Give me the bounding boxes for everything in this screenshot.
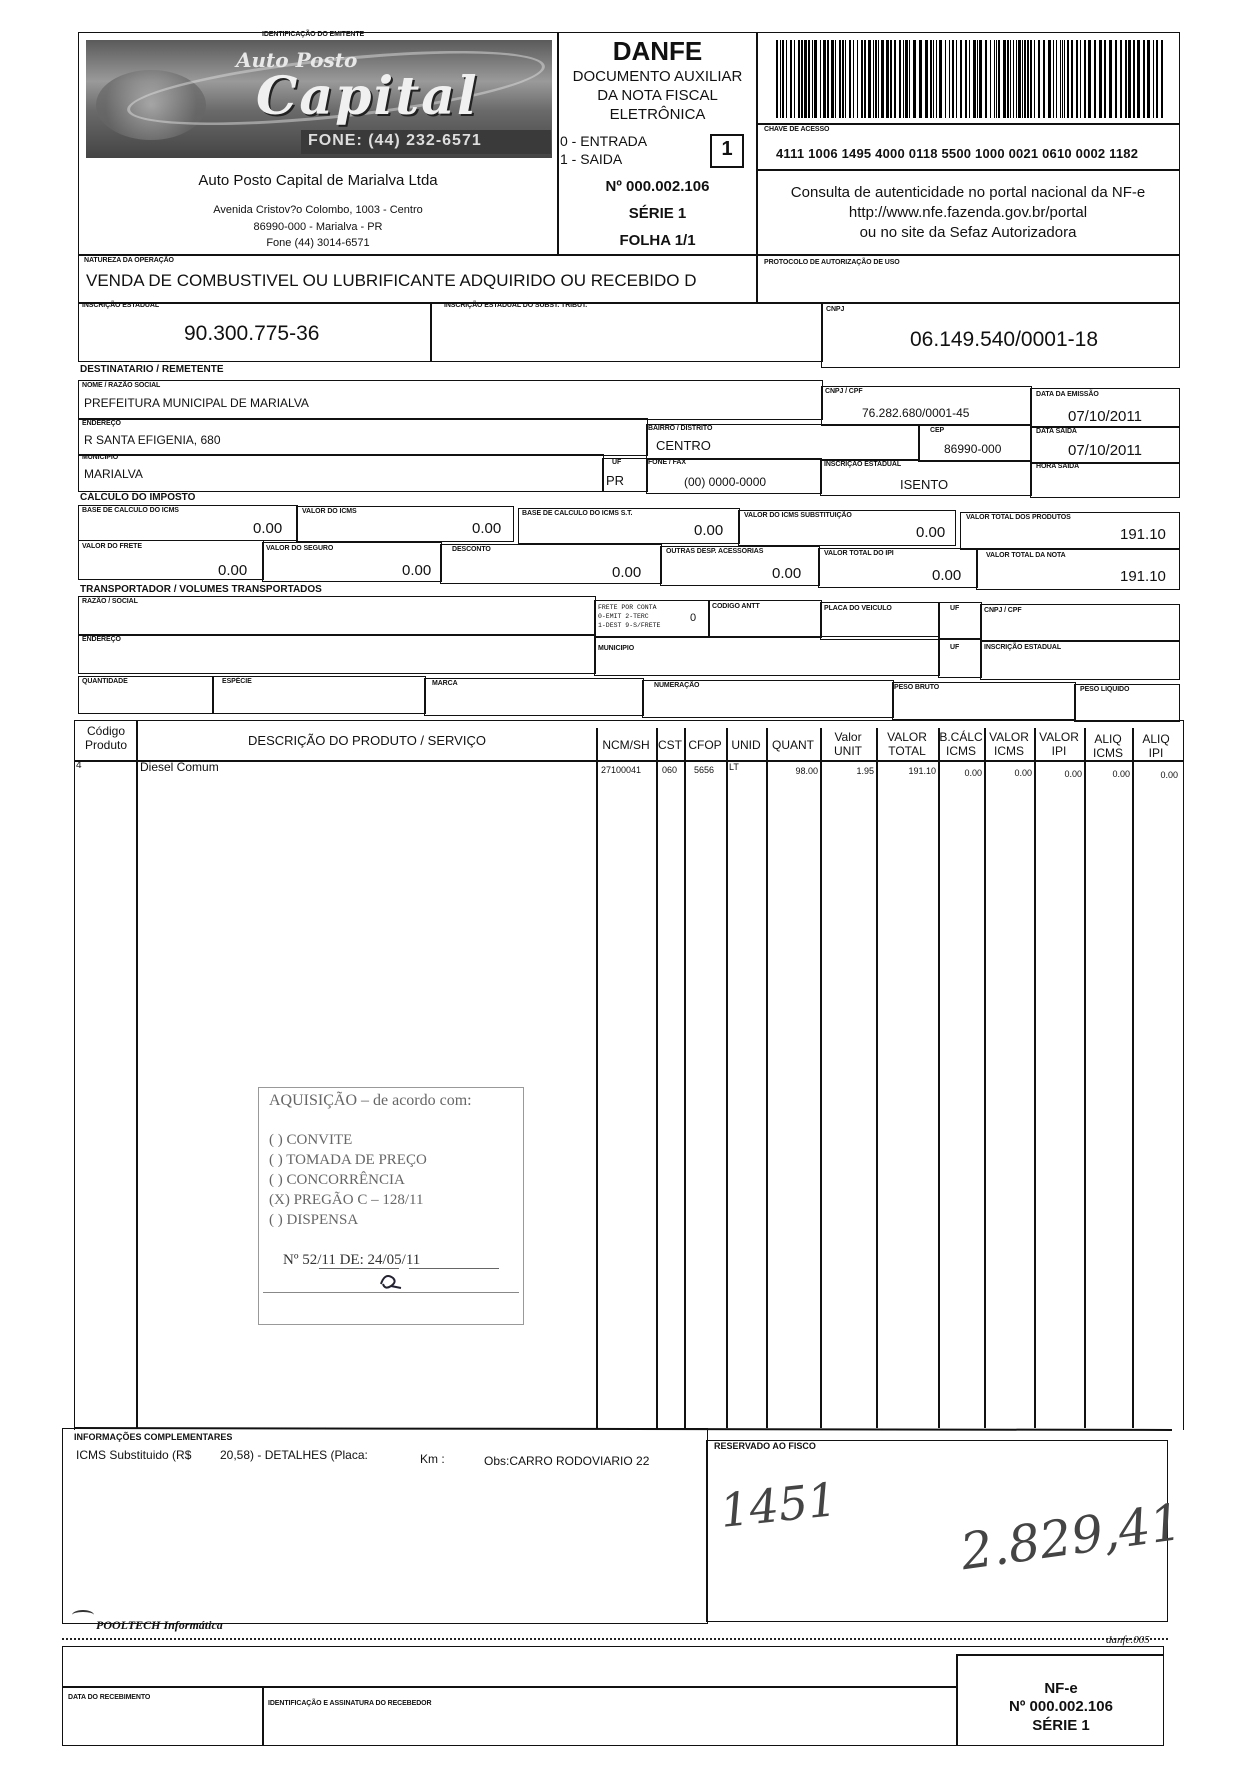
- th-unid: UNID: [731, 738, 761, 752]
- frete-label: VALOR DO FRETE: [82, 543, 142, 550]
- fisco-handwriting-2: 2.829,41: [957, 1492, 1186, 1582]
- dest-fone: (00) 0000-0000: [684, 475, 767, 489]
- td-codigo: 4: [76, 760, 82, 771]
- dest-uf-label: UF: [612, 459, 622, 466]
- th-bcalc-1: B.CÁLC: [939, 730, 983, 744]
- dest-cnpj: 76.282.680/0001-45: [862, 406, 970, 420]
- dest-emissao: 07/10/2011: [1068, 408, 1142, 425]
- v-icms: 0.00: [472, 520, 502, 537]
- dest-ie-label: INSCRIÇÃO ESTADUAL: [824, 461, 902, 468]
- ipi-label: VALOR TOTAL DO IPI: [824, 550, 894, 557]
- th-aicms-1: ALIQ: [1094, 732, 1122, 746]
- transp-municipio-label: MUNICIPIO: [598, 645, 635, 652]
- emitente-address-2: 86990-000 - Marialva - PR: [253, 221, 383, 233]
- v-st-label: VALOR DO ICMS SUBSTITUIÇÃO: [744, 512, 852, 519]
- natureza-label: NATUREZA DA OPERAÇÃO: [84, 257, 174, 264]
- transp-placa-label: PLACA DO VEICULO: [824, 605, 892, 612]
- transp-frete-2: 0-EMIT 2-TERC: [598, 613, 649, 620]
- dest-bairro-label: BAIRRO / DISTRITO: [648, 425, 713, 432]
- transp-marca-label: MARCA: [432, 680, 458, 687]
- fisco-label: RESERVADO AO FISCO: [714, 1441, 816, 1451]
- dest-bairro: CENTRO: [656, 438, 711, 453]
- complementares-text-1: ICMS Substituido (R$: [76, 1448, 192, 1462]
- ie-st-label: INSCRIÇÃO ESTADUAL DO SUBST. TRIBUT.: [444, 302, 588, 309]
- danfe-numero: Nº 000.002.106: [605, 178, 710, 195]
- transportador-section: TRANSPORTADOR / VOLUMES TRANSPORTADOS: [80, 584, 322, 595]
- th-vipi: [1034, 730, 1084, 758]
- td-vunit: 1.95: [856, 766, 874, 776]
- produtos-frame: [74, 720, 1184, 1430]
- outras: 0.00: [772, 565, 802, 582]
- v-prod-label: VALOR TOTAL DOS PRODUTOS: [966, 514, 1071, 521]
- chave-label: CHAVE DE ACESSO: [764, 126, 830, 133]
- td-quant: 98.00: [795, 766, 818, 776]
- logo-phone: FONE: (44) 232-6571: [308, 132, 482, 149]
- td-unid: LT: [729, 762, 739, 772]
- td-ncm: 27100041: [601, 765, 642, 775]
- dest-ie: ISENTO: [900, 477, 949, 492]
- th-cst: CST: [658, 738, 682, 752]
- danfe-tipo: 1: [721, 138, 733, 160]
- td-vicms: 0.00: [1014, 768, 1032, 778]
- th-vipi-1: VALOR: [1039, 730, 1079, 744]
- consulta-line-3: ou no site da Sefaz Autorizadora: [859, 224, 1077, 241]
- dest-nome: PREFEITURA MUNICIPAL DE MARIALVA: [84, 396, 309, 410]
- cnpj-value: 06.149.540/0001-18: [910, 328, 1099, 351]
- seguro-label: VALOR DO SEGURO: [266, 545, 334, 552]
- protocolo-label: PROTOCOLO DE AUTORIZAÇÃO DE USO: [764, 259, 900, 266]
- transp-uf2-label: UF: [950, 644, 960, 651]
- th-aicms-2: ICMS: [1093, 746, 1123, 760]
- bc-st: 0.00: [694, 522, 724, 539]
- canhoto-serie: SÉRIE 1: [1032, 1717, 1090, 1734]
- th-codigo: [76, 724, 136, 752]
- dest-fone-label: FONE / FAX: [648, 459, 686, 466]
- td-aipi: 0.00: [1160, 770, 1178, 780]
- dest-cep-label: CEP: [930, 427, 945, 434]
- th-aipi-1: ALIQ: [1142, 732, 1170, 746]
- transp-uf2-box: [938, 638, 982, 678]
- td-descricao: Diesel Comum: [140, 760, 219, 774]
- th-vtotal-1: VALOR: [887, 730, 927, 744]
- th-vunit: [820, 730, 876, 758]
- transp-frete-legend: [598, 603, 660, 630]
- th-aicms: [1084, 732, 1132, 760]
- outras-label: OUTRAS DESP. ACESSORIAS: [666, 548, 764, 555]
- th-quant: QUANT: [772, 738, 814, 752]
- poolteech-logo-mark: [72, 1610, 94, 1620]
- th-codigo-1: Código: [86, 724, 126, 738]
- dest-municipio: MARIALVA: [84, 467, 143, 481]
- transp-ie-label: INSCRIÇÃO ESTADUAL: [984, 644, 1062, 651]
- th-vipi-2: IPI: [1051, 744, 1067, 758]
- transp-frete-val: 0: [690, 612, 697, 624]
- th-vtotal-2: TOTAL: [888, 744, 926, 758]
- stamp-items: [269, 1130, 427, 1230]
- consulta-line-1: Consulta de autenticidade no portal nacional da NF-e: [790, 184, 1146, 201]
- danfe-title: DANFE: [612, 36, 703, 66]
- fisco-handwriting-1: 1451: [717, 1472, 840, 1538]
- transp-numeracao-label: NUMERAÇÃO: [654, 682, 700, 689]
- complementares-text-3: Km :: [420, 1452, 445, 1466]
- bc-icms-label: BASE DE CALCULO DO ICMS: [82, 507, 179, 514]
- company-logo: [86, 40, 552, 158]
- logo-subtitle: Auto Posto: [236, 48, 358, 72]
- th-bcalc-2: ICMS: [946, 744, 976, 758]
- th-vunit-2: UNIT: [834, 744, 862, 758]
- complementares-label: INFORMAÇÕES COMPLEMENTARES: [74, 1432, 233, 1442]
- transp-uf-box: [938, 602, 982, 640]
- transp-razao-label: RAZÃO / SOCIAL: [82, 598, 138, 605]
- danfe-code: danfe.005: [1106, 1634, 1150, 1646]
- transp-peso-bruto-label: PESO BRUTO: [894, 684, 940, 691]
- canhoto-numero: Nº 000.002.106: [1009, 1698, 1113, 1715]
- td-vtotal: 191.10: [908, 766, 936, 776]
- stamp-title: AQUISIÇÃO – de acordo com:: [269, 1092, 472, 1109]
- complementares-text-2: 20,58) - DETALHES (Placa:: [220, 1448, 368, 1462]
- transp-endereco-box: [78, 634, 596, 674]
- transp-cnpj-label: CNPJ / CPF: [984, 607, 1022, 614]
- cnpj-label: CNPJ: [826, 306, 845, 313]
- th-cfop: CFOP: [688, 738, 722, 752]
- ipi: 0.00: [932, 567, 962, 584]
- td-bcalc: 0.00: [964, 768, 982, 778]
- transp-endereco-label: ENDEREÇO: [82, 636, 121, 643]
- dest-municipio-box: [78, 454, 604, 492]
- desconto-label: DESCONTO: [452, 546, 491, 553]
- th-bcalc: [938, 730, 984, 758]
- transp-quantidade-label: QUANTIDADE: [82, 678, 128, 685]
- dest-endereco: R SANTA EFIGENIA, 680: [84, 433, 221, 447]
- th-descricao: DESCRIÇÃO DO PRODUTO / SERVIÇO: [248, 733, 486, 748]
- v-st: 0.00: [916, 524, 946, 541]
- danfe-subtitle-3: ELETRÔNICA: [609, 106, 706, 123]
- stamp-item-dispensa: ( ) DISPENSA: [269, 1212, 359, 1228]
- dest-cnpj-label: CNPJ / CPF: [825, 388, 863, 395]
- emitente-address-1: Avenida Cristov?o Colombo, 1003 - Centro: [213, 204, 423, 216]
- poolteech-brand: POOLTECH Informática: [96, 1618, 223, 1632]
- emitente-phone: Fone (44) 3014-6571: [266, 237, 370, 249]
- natureza-value: VENDA DE COMBUSTIVEL OU LUBRIFICANTE ADQUIRIDO OU RECEBIDO D: [86, 271, 697, 290]
- td-aicms: 0.00: [1112, 769, 1130, 779]
- canhoto-nfe: NF-e: [1044, 1680, 1078, 1697]
- dest-hora-label: HORA SAIDA: [1036, 463, 1080, 470]
- danfe-folha: FOLHA 1/1: [619, 232, 696, 249]
- barcode: [776, 40, 1164, 118]
- stamp-item-tomada: ( ) TOMADA DE PREÇO: [269, 1152, 427, 1168]
- frete: 0.00: [218, 562, 248, 579]
- cut-line: [62, 1638, 1168, 1640]
- dest-endereco-label: ENDEREÇO: [82, 420, 121, 427]
- chave-value: 4111 1006 1495 4000 0118 5500 1000 0021 0610 0002 1182: [776, 146, 1139, 161]
- th-aipi: [1132, 732, 1180, 760]
- ie-st-box: [430, 302, 823, 362]
- th-vicms-1: VALOR: [989, 730, 1029, 744]
- th-vtotal: [876, 730, 938, 758]
- th-vunit-1: Valor: [834, 730, 862, 744]
- aquisicao-stamp: [258, 1087, 524, 1325]
- stamp-item-pregao: (X) PREGÃO C – 128/11: [269, 1192, 424, 1208]
- ie-label: INSCRIÇÃO ESTADUAL: [82, 302, 160, 309]
- stamp-numero: Nº 52/11 DE: 24/05/11: [283, 1252, 421, 1268]
- td-cst: 060: [662, 765, 678, 775]
- dest-uf: PR: [606, 473, 625, 488]
- td-cfop: 5656: [694, 765, 715, 775]
- consulta-line-2: http://www.nfe.fazenda.gov.br/portal: [848, 204, 1088, 221]
- danfe-subtitle-1: DOCUMENTO AUXILIAR: [572, 68, 743, 85]
- stamp-signature-mark: [377, 1270, 407, 1292]
- stamp-item-concorrencia: ( ) CONCORRÊNCIA: [269, 1172, 405, 1188]
- emitente-section-label: IDENTIFICAÇÃO DO EMITENTE: [262, 31, 365, 38]
- th-vicms-2: ICMS: [994, 744, 1024, 758]
- dest-cep: 86990-000: [944, 442, 1002, 456]
- dest-municipio-label: MUNICIPIO: [82, 454, 119, 461]
- v-icms-label: VALOR DO ICMS: [302, 508, 357, 515]
- danfe-saida: 1 - SAIDA: [560, 151, 623, 167]
- dest-emissao-label: DATA DA EMISSÃO: [1036, 391, 1099, 398]
- complementares-text-4: Obs:CARRO RODOVIARIO 22: [484, 1454, 650, 1468]
- td-vipi: 0.00: [1064, 769, 1082, 779]
- nota-label: VALOR TOTAL DA NOTA: [986, 552, 1066, 559]
- danfe-subtitle-2: DA NOTA FISCAL: [597, 87, 718, 104]
- bc-icms: 0.00: [253, 520, 283, 537]
- dest-saida-label: DATA SAIDA: [1036, 428, 1077, 435]
- danfe-entrada: 0 - ENTRADA: [560, 133, 648, 149]
- transp-antt-label: CODIGO ANTT: [712, 603, 760, 610]
- transp-especie-label: ESPÉCIE: [222, 678, 252, 685]
- th-codigo-2: Produto: [84, 738, 128, 752]
- transp-frete-3: 1-DEST 9-S/FRETE: [598, 622, 661, 629]
- stamp-item-convite: ( ) CONVITE: [269, 1132, 353, 1148]
- emitente-name: Auto Posto Capital de Marialva Ltda: [198, 172, 438, 189]
- th-aipi-2: IPI: [1148, 746, 1164, 760]
- recebimento-label: DATA DO RECEBIMENTO: [68, 1694, 151, 1701]
- destinatario-section: DESTINATARIO / REMETENTE: [80, 364, 224, 375]
- ie-value: 90.300.775-36: [184, 322, 320, 345]
- bc-st-label: BASE DE CALCULO DO ICMS S.T.: [522, 510, 633, 517]
- transp-municipio-box: [594, 636, 940, 676]
- transp-uf-label: UF: [950, 605, 960, 612]
- dest-nome-label: NOME / RAZÃO SOCIAL: [82, 382, 161, 389]
- logo-title: Capital: [256, 66, 479, 127]
- assinatura-label: IDENTIFICAÇÃO E ASSINATURA DO RECEBEDOR: [268, 1700, 432, 1707]
- nota: 191.10: [1120, 568, 1166, 585]
- imposto-section: CÁLCULO DO IMPOSTO: [80, 492, 196, 503]
- dest-saida: 07/10/2011: [1068, 442, 1142, 459]
- danfe-serie: SÉRIE 1: [628, 205, 687, 222]
- transp-razao-box: [78, 596, 596, 636]
- th-ncm: NCM/SH: [602, 738, 650, 752]
- seguro: 0.00: [402, 562, 432, 579]
- desconto: 0.00: [612, 564, 642, 581]
- v-prod: 191.10: [1120, 526, 1166, 543]
- transp-frete-1: FRETE POR CONTA: [598, 604, 657, 611]
- transp-peso-liquido-label: PESO LIQUIDO: [1080, 686, 1130, 693]
- th-vicms: [984, 730, 1034, 758]
